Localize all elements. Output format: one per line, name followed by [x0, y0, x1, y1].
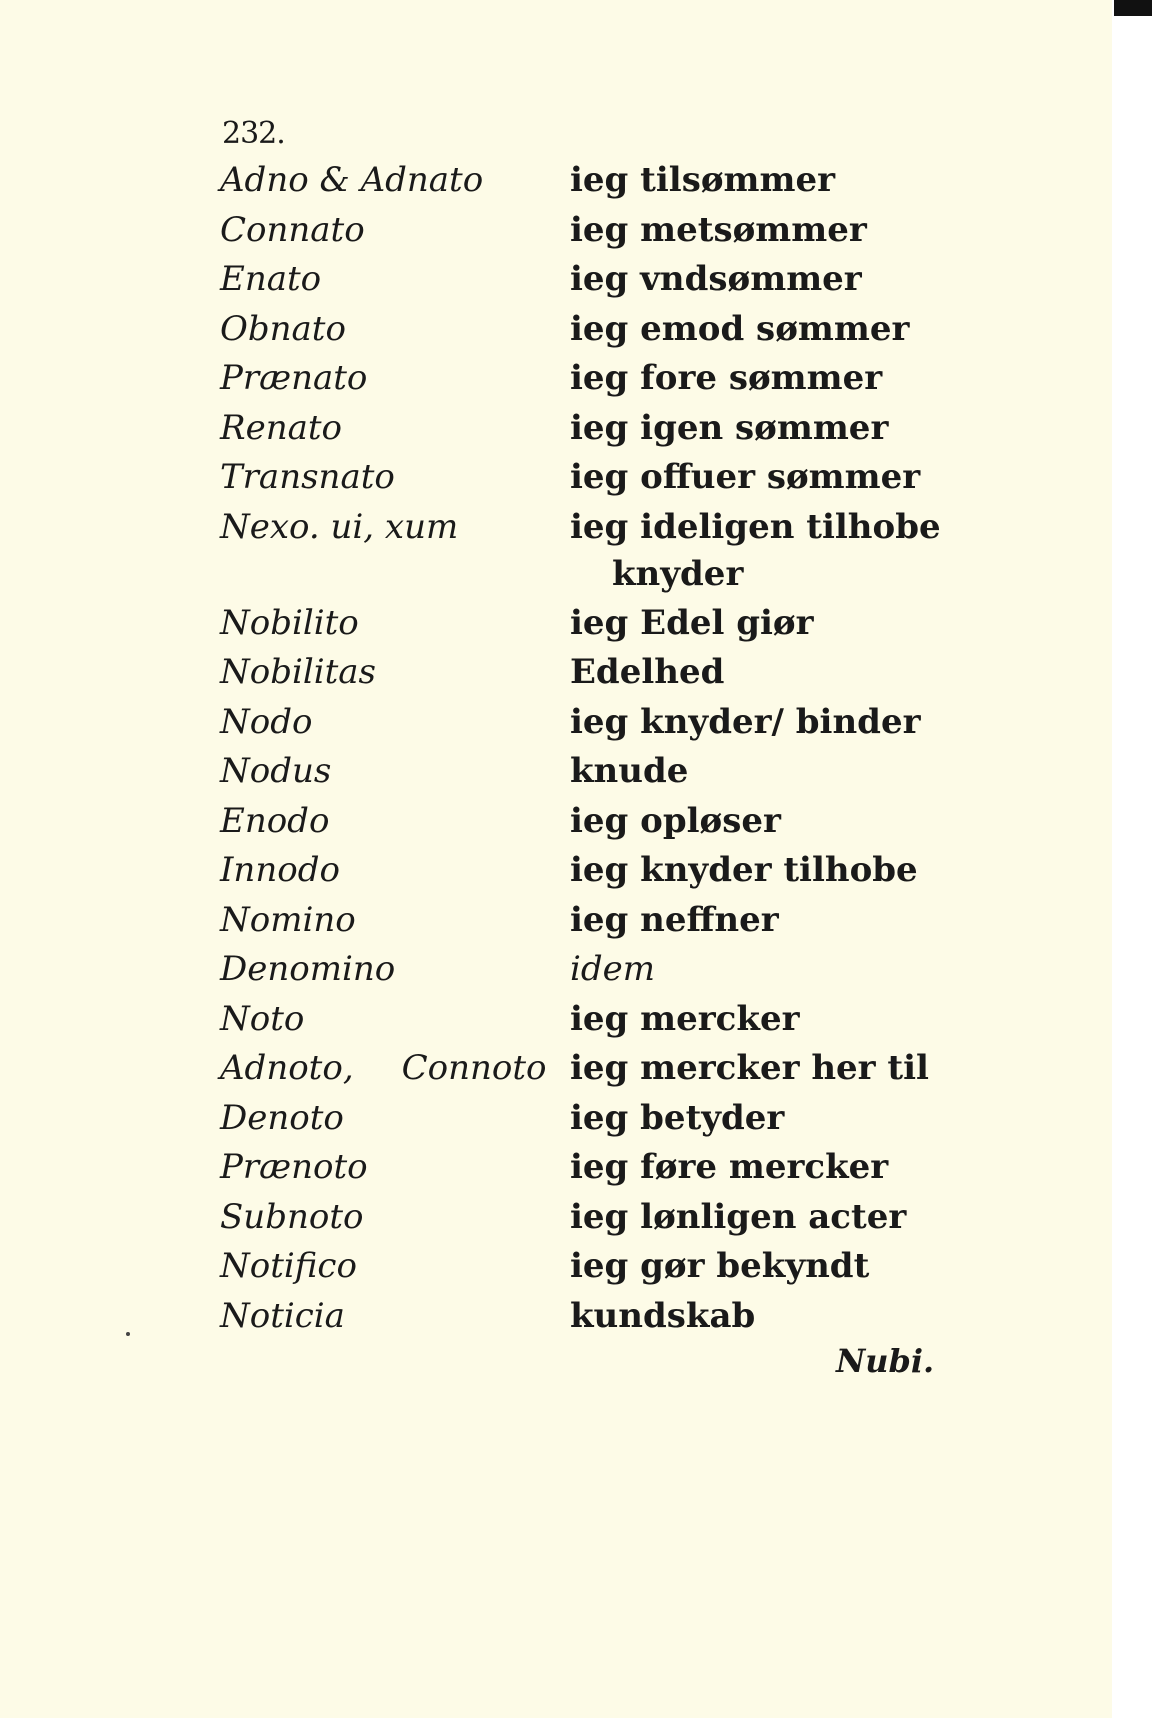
glossary-entry [220, 846, 960, 896]
latin-term: Obnato [220, 308, 346, 349]
glossary-entry [220, 1143, 960, 1193]
latin-term: Nobilito [220, 602, 359, 643]
glossary-entry [220, 404, 960, 454]
latin-term: Enato [220, 259, 322, 300]
latin-term: Nexo. ui, xum [220, 506, 459, 547]
latin-term: Transnato [220, 457, 395, 498]
scan-margin [1112, 0, 1152, 1718]
danish-translation: ieg Edel giør [570, 602, 814, 643]
glossary-entry [220, 599, 960, 649]
danish-translation: ieg knyder tilhobe [570, 850, 918, 891]
latin-term: Renato [220, 407, 343, 448]
latin-term: Denoto [220, 1097, 344, 1138]
scan-corner-mark [1114, 0, 1152, 16]
glossary-entry [220, 995, 960, 1045]
glossary-entry [220, 1094, 960, 1144]
danish-translation: ieg betyder [570, 1097, 785, 1138]
latin-term-left: Adnoto, [220, 1048, 354, 1089]
ink-speck [126, 1332, 130, 1336]
glossary-entry [220, 503, 960, 599]
page-number: 232. [222, 116, 285, 151]
danish-translation: knude [570, 751, 689, 792]
latin-term: Prænoto [220, 1147, 368, 1188]
danish-translation: Edelhed [570, 652, 725, 693]
danish-continuation: knyder [612, 553, 744, 594]
danish-translation: ieg opløser [570, 800, 781, 841]
catchword: Nubi. [836, 1342, 935, 1380]
danish-translation: ieg neffner [570, 899, 779, 940]
latin-term: Nomino [220, 899, 356, 940]
glossary-entry [220, 156, 960, 206]
danish-translation: ieg vndsømmer [570, 259, 862, 300]
glossary-entry [220, 1242, 960, 1292]
glossary-entry [220, 1292, 960, 1342]
glossary-entry [220, 648, 960, 698]
latin-term: Connato [220, 209, 365, 250]
glossary-entry [220, 1044, 960, 1094]
glossary-entry [220, 255, 960, 305]
glossary-entry [220, 797, 960, 847]
latin-term [220, 1044, 570, 1093]
danish-translation: ieg lønligen acter [570, 1196, 907, 1237]
latin-term: Nodus [220, 751, 332, 792]
latin-term: Nodo [220, 701, 313, 742]
danish-translation: idem [570, 949, 655, 990]
glossary-entry [220, 453, 960, 503]
glossary-list [220, 156, 960, 1341]
danish-translation: ieg emod sømmer [570, 308, 910, 349]
latin-term-right: Connoto [401, 1048, 547, 1089]
danish-translation: kundskab [570, 1295, 756, 1336]
danish-translation: ieg mercker her til [570, 1048, 929, 1089]
glossary-entry [220, 698, 960, 748]
danish-line: ieg ideligen tilhobe [570, 506, 941, 547]
glossary-entry [220, 896, 960, 946]
latin-term: Noticia [220, 1295, 345, 1336]
glossary-entry [220, 354, 960, 404]
latin-term: Prænato [220, 358, 368, 399]
danish-translation: ieg igen sømmer [570, 407, 889, 448]
danish-translation: ieg føre mercker [570, 1147, 889, 1188]
glossary-entry [220, 305, 960, 355]
glossary-entry [220, 945, 960, 995]
danish-translation: ieg mercker [570, 998, 800, 1039]
latin-term: Noto [220, 998, 305, 1039]
danish-translation [570, 503, 941, 596]
glossary-entry [220, 206, 960, 256]
glossary-entry [220, 747, 960, 797]
latin-term: Enodo [220, 800, 330, 841]
latin-term: Innodo [220, 850, 340, 891]
danish-translation: ieg metsømmer [570, 209, 867, 250]
danish-translation: ieg fore sømmer [570, 358, 883, 399]
latin-term: Subnoto [220, 1196, 364, 1237]
danish-translation: ieg offuer sømmer [570, 457, 921, 498]
danish-translation: ieg tilsømmer [570, 160, 836, 201]
latin-term: Nobilitas [220, 652, 376, 693]
latin-term: Notifico [220, 1246, 357, 1287]
latin-term: Adno & Adnato [220, 160, 484, 201]
danish-translation: ieg knyder/ binder [570, 701, 921, 742]
danish-translation: ieg gør bekyndt [570, 1246, 870, 1287]
latin-term: Denomino [220, 949, 396, 990]
glossary-entry [220, 1193, 960, 1243]
